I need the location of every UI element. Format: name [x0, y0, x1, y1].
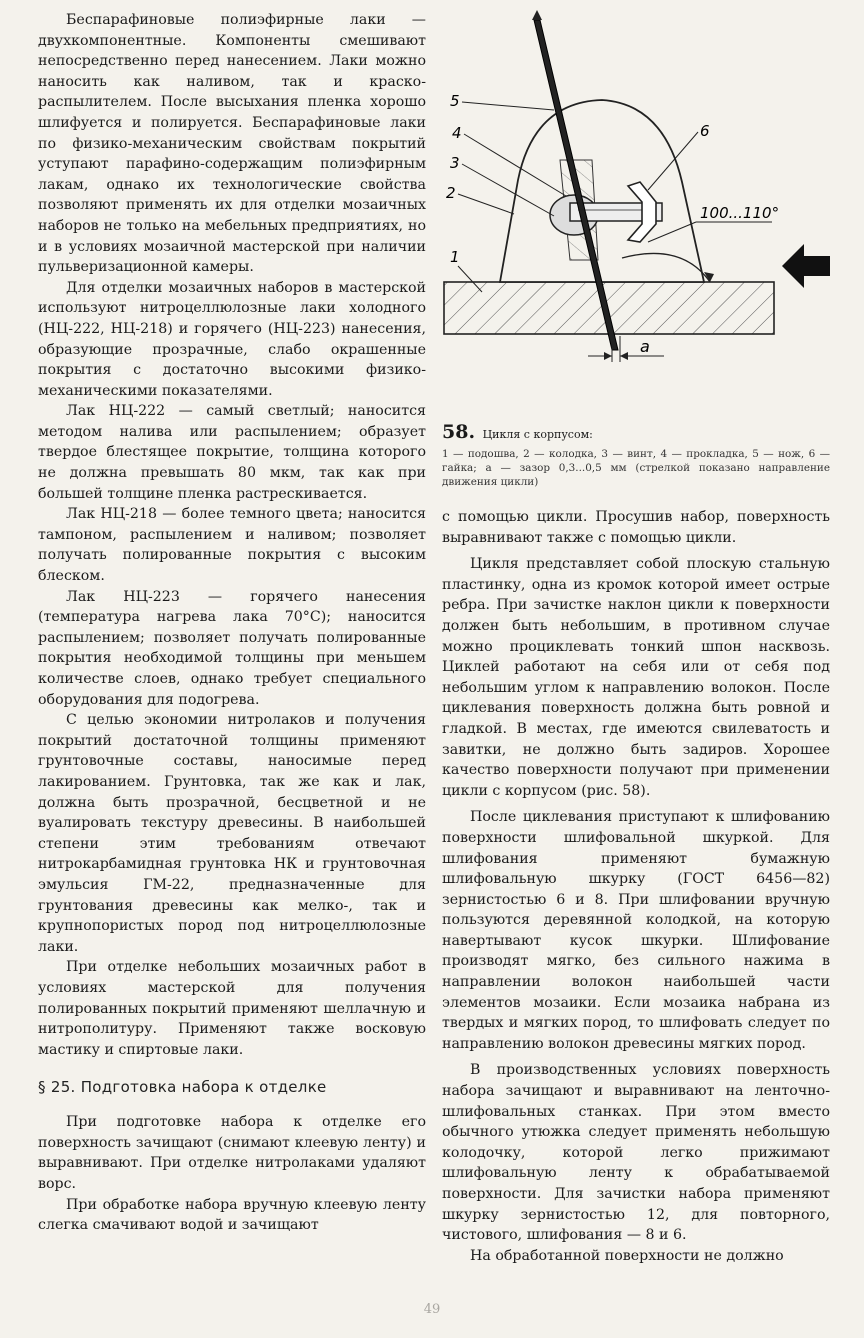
label-2: 2	[446, 184, 456, 202]
right-column	[442, 10, 830, 1266]
paragraph: После циклевания приступают к шлифованию поверхности шлифовальной шкуркой. Для шлифования применяют бумажную шлифовальную шкурку (ГОСТ 6456—82) зернистостью 6 и 8. При шлифовании вручную пользуются деревянной колодкой, на которую навертывают кусок шкурки. Шлифование производят мягко, без сильного нажима в направлении волокон наибольшей части элементов мозаики. Если мозаика набрана из твердых и мягких пород, то шлифовать следует по направлению волокон древесины мягких пород.	[442, 809, 830, 1052]
page-number: 49	[423, 1302, 441, 1317]
paragraph: С целью экономии нитролаков и получения покрытий достаточной толщины применяют грунтовочные составы, наносимые перед лакированием. Грунтовка, так же как и лак, должна быть прозрачной, бесцветной и не вуалировать текстуру древесины. В наибольшей степени этим требованиям отвечают нитрокарбамидная грунтовка НК и грунтовочная эмульсия ГМ-22, предназначенные для грунтования древесины как мелко-, так и крупнопористых пород под нитроцеллюлозные лаки.	[38, 712, 426, 955]
left-column	[38, 10, 426, 1236]
paragraph: При обработке набора вручную клеевую ленту слегка смачивают водой и зачищают	[38, 1196, 426, 1234]
paragraph: с помощью цикли. Просушив набор, поверхность выравнивают также с помощью цикли.	[442, 509, 830, 546]
label-4: 4	[452, 124, 462, 142]
paragraph: На обработанной поверхности не должно	[470, 1247, 784, 1264]
paragraph: Для отделки мозаичных наборов в мастерской используют нитроцеллюлозные лаки холодного (НЦ-222, НЦ-218) и горячего (НЦ-223) нанесения, образующие прозрачные, слабо окрашенные покрытия с достаточно высокими физико-механическими показателями.	[38, 279, 426, 399]
scraper-diagram	[442, 10, 830, 415]
paragraph: Лак НЦ-222 — самый светлый; наносится методом налива или распылением; образует твердое блестящее покрытие, толщина которого не должна превышать 80 мкм, так как при большей толщине пленка растрескивается.	[38, 403, 426, 502]
direction-arrow-icon	[782, 244, 830, 288]
figure-58	[442, 10, 830, 415]
paragraph: В производственных условиях поверхность набора зачищают и выравнивают на ленточно-шлифовальных станках. При этом вместо обычного утюжка следует применять небольшую колодочку, которой легко прижимают шлифовальную ленту к обрабатываемой поверхности. Для зачистки набора применяют шкурку зернистостью 12, для повторного, чистового, шлифования — 8 и 6.	[442, 1062, 830, 1244]
section-heading: § 25. Подготовка набора к отделке	[38, 1078, 327, 1097]
label-5: 5	[450, 92, 460, 110]
gap-label: a	[640, 337, 650, 356]
label-6: 6	[700, 122, 710, 140]
paragraph: Лак НЦ-223 — горячего нанесения (температура нагрева лака 70°С); наносится распылением; позволяет получать полированные покрытия необходимой толщины при меньшем количестве слоев, однако требует специального оборудования для подогрева.	[38, 588, 426, 708]
figure-title: Цикля с корпусом:	[482, 428, 593, 441]
block-part	[500, 100, 704, 282]
paragraph: При отделке небольших мозаичных работ в условиях мастерской для получения полированных покрытий применяют шеллачную и нитрополитуру. Применяют также восковую мастику и спиртовые лаки.	[38, 959, 426, 1058]
figure-number: 58.	[442, 421, 476, 443]
paragraph: Беспарафиновые полиэфирные лаки — двухкомпонентные. Компоненты смешивают непосредственно перед нанесением. Лаки можно наносить как наливом, так и краско-распылителем. После высыхания пленка хорошо шлифуется и полируется. Беспарафиновые лаки по физико-механическим свойствам покрытий уступают парафино-содержащим полиэфирным лакам, однако их технологические свойства позволяют применять их для отделки мозаичных наборов не только на мебельных предприятиях, но и в условиях мозаичной мастерской при наличии пульверизационной камеры.	[38, 12, 426, 276]
paragraph: Лак НЦ-218 — более темного цвета; наносится тампоном, распылением и наливом; позволяет получать полированные покрытия с высоким блеском.	[38, 506, 426, 585]
label-3: 3	[450, 154, 460, 172]
label-1: 1	[450, 248, 460, 266]
figure-caption-title	[442, 421, 830, 443]
paragraph: При подготовке набора к отделке его поверхность зачищают (снимают клеевую ленту) и выравнивают. При отделке нитролаками удаляют ворс.	[38, 1114, 426, 1193]
angle-label: 100...110°	[700, 204, 780, 222]
paragraph: Цикля представляет собой плоскую стальную пластинку, одна из кромок которой имеет острые ребра. При зачистке наклон цикли к поверхности должен быть небольшим, в противном случае можно проциклевать тонкий шпон насквозь. Циклей работают на себя или от себя под небольшим углом к направлению волокон. После циклевания поверхность должна быть ровной и гладкой. В местах, где имеются свилеватость и завитки, не должно быть задиров. Хорошее качество поверхности получают при применении цикли с корпусом (рис. 58).	[442, 556, 830, 799]
figure-caption: 1 — подошва, 2 — колодка, 3 — винт, 4 — прокладка, 5 — нож, 6 — гайка; а — зазор 0,3...0,5 мм (стрелкой показано направление движения цикли)	[442, 448, 830, 488]
